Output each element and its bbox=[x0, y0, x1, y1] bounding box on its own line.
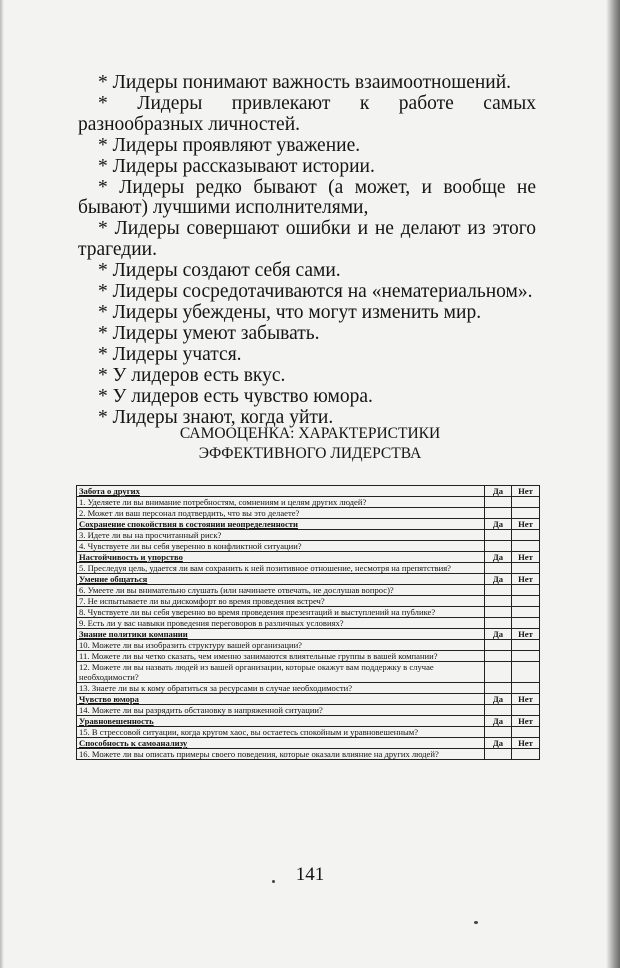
list-item: * Лидеры понимают важность взаимоотношений. bbox=[98, 72, 512, 93]
table-section-row bbox=[77, 486, 540, 497]
table-row bbox=[77, 596, 540, 607]
question-text: 9. Есть ли у вас навыки проведения переговоров в различных условиях? bbox=[77, 618, 485, 629]
scan-speck bbox=[474, 921, 478, 924]
yes-cell bbox=[485, 541, 512, 552]
list-item: * У лидеров есть вкус. bbox=[98, 364, 286, 386]
question-text: 16. Можете ли вы описать примеры своего поведения, которые оказали влияние на других людей? bbox=[77, 749, 485, 760]
section-title: Забота о других bbox=[77, 486, 485, 497]
no-header: Нет bbox=[512, 738, 540, 749]
no-header: Нет bbox=[512, 716, 540, 727]
question-text: 7. Не испытываете ли вы дискомфорт во время проведения встреч? bbox=[77, 596, 485, 607]
question-text: 4. Чувствуете ли вы себя уверенно в конфликтной ситуации? bbox=[77, 541, 485, 552]
no-header: Нет bbox=[512, 694, 540, 705]
section-heading bbox=[120, 424, 500, 464]
no-header: Нет bbox=[512, 552, 540, 563]
no-cell bbox=[512, 705, 540, 716]
question-text: 14. Можете ли вы разрядить обстановку в напряженной ситуации? bbox=[77, 705, 485, 716]
list-item: * Лидеры создают себя сами. bbox=[98, 260, 341, 282]
list-item: * Лидеры убеждены, что могут изменить мир. bbox=[98, 301, 482, 323]
list-item: * Лидеры рассказывают истории. bbox=[98, 155, 375, 177]
table-row bbox=[77, 563, 540, 574]
section-title: Знание политики компании bbox=[77, 629, 485, 640]
no-cell bbox=[512, 585, 540, 596]
table-section-row bbox=[77, 694, 540, 705]
yes-header: Да bbox=[485, 574, 512, 585]
yes-header: Да bbox=[485, 552, 512, 563]
table-row bbox=[77, 607, 540, 618]
question-text: 6. Умеете ли вы внимательно слушать (или начинаете отвечать, не дослушав вопрос)? bbox=[77, 585, 485, 596]
yes-cell bbox=[485, 607, 512, 618]
no-cell bbox=[512, 508, 540, 519]
section-title: Сохранение спокойствия в состоянии неопределенности bbox=[77, 519, 485, 530]
table-row bbox=[77, 618, 540, 629]
table-section-row bbox=[77, 574, 540, 585]
yes-header: Да bbox=[485, 629, 512, 640]
no-cell bbox=[512, 530, 540, 541]
yes-cell bbox=[485, 530, 512, 541]
yes-cell bbox=[485, 585, 512, 596]
yes-header: Да bbox=[485, 738, 512, 749]
yes-cell bbox=[485, 683, 512, 694]
table-row bbox=[77, 705, 540, 716]
table-row bbox=[77, 749, 540, 760]
list-item: * Лидеры привлекают к работе самых разнообразных личностей. bbox=[78, 92, 536, 135]
yes-cell bbox=[485, 497, 512, 508]
no-cell bbox=[512, 727, 540, 738]
no-header: Нет bbox=[512, 574, 540, 585]
list-item: * Лидеры знают, когда уйти. bbox=[98, 406, 334, 428]
question-text: 1. Уделяете ли вы внимание потребностям, сомнениям и целям других людей? bbox=[77, 497, 485, 508]
no-cell bbox=[512, 651, 540, 662]
no-header: Нет bbox=[512, 629, 540, 640]
yes-cell bbox=[485, 662, 512, 683]
table-row bbox=[77, 683, 540, 694]
yes-cell bbox=[485, 727, 512, 738]
question-text: 5. Преследуя цель, удается ли вам сохранить к ней позитивное отношение, несмотря на препятствия? bbox=[77, 563, 485, 574]
no-cell bbox=[512, 662, 540, 683]
yes-header: Да bbox=[485, 486, 512, 497]
list-item: * Лидеры сосредотачиваются на «нематериальном». bbox=[98, 281, 533, 303]
heading-line-2: ЭФФЕКТИВНОГО ЛИДЕРСТВА bbox=[198, 445, 422, 462]
no-header: Нет bbox=[512, 519, 540, 530]
yes-header: Да bbox=[485, 694, 512, 705]
scan-speck bbox=[272, 880, 275, 883]
leader-traits-list bbox=[78, 73, 536, 428]
question-text: 3. Идете ли вы на просчитанный риск? bbox=[77, 530, 485, 541]
table-row bbox=[77, 651, 540, 662]
table-section-row bbox=[77, 716, 540, 727]
table-row bbox=[77, 541, 540, 552]
question-text: 12. Можете ли вы назвать людей из вашей организации, которые окажут вам поддержку в случае необходимости? bbox=[77, 662, 485, 683]
table-row bbox=[77, 497, 540, 508]
question-text: 10. Можете ли вы изобразить структуру вашей организации? bbox=[77, 640, 485, 651]
question-text: 15. В стрессовой ситуации, когда кругом хаос, вы остаетесь спокойным и уравновешенным? bbox=[77, 727, 485, 738]
table-row bbox=[77, 530, 540, 541]
page-left-shadow bbox=[0, 0, 4, 968]
table-row bbox=[77, 662, 540, 683]
no-cell bbox=[512, 596, 540, 607]
table-section-row bbox=[77, 552, 540, 563]
no-cell bbox=[512, 683, 540, 694]
no-cell bbox=[512, 607, 540, 618]
no-cell bbox=[512, 497, 540, 508]
list-item: * Лидеры совершают ошибки и не делают из этого трагедии. bbox=[78, 218, 536, 261]
no-cell bbox=[512, 618, 540, 629]
section-title: Умение общаться bbox=[77, 574, 485, 585]
table-row bbox=[77, 727, 540, 738]
section-title: Чувство юмора bbox=[77, 694, 485, 705]
table-section-row bbox=[77, 738, 540, 749]
list-item: * Лидеры проявляют уважение. bbox=[98, 134, 361, 156]
list-item: * У лидеров есть чувство юмора. bbox=[98, 385, 373, 407]
list-item: * Лидеры редко бывают (а может, и вообще не бывают) лучшими исполнителями, bbox=[78, 176, 536, 219]
table-section-row bbox=[77, 629, 540, 640]
page-number: 141 bbox=[295, 864, 325, 885]
yes-cell bbox=[485, 508, 512, 519]
table-row bbox=[77, 640, 540, 651]
question-text: 13. Знаете ли вы к кому обратиться за ресурсами в случае необходимости? bbox=[77, 683, 485, 694]
no-cell bbox=[512, 640, 540, 651]
yes-cell bbox=[485, 651, 512, 662]
yes-cell bbox=[485, 705, 512, 716]
table-section-row bbox=[77, 519, 540, 530]
heading-line-1: САМООЦЕНКА: ХАРАКТЕРИСТИКИ bbox=[179, 425, 441, 442]
section-title: Настойчивость и упорство bbox=[77, 552, 485, 563]
yes-cell bbox=[485, 596, 512, 607]
question-text: 11. Можете ли вы четко сказать, чем именно занимаются влиятельные группы в вашей компании? bbox=[77, 651, 485, 662]
list-item: * Лидеры учатся. bbox=[98, 343, 242, 365]
no-header: Нет bbox=[512, 486, 540, 497]
no-cell bbox=[512, 541, 540, 552]
section-title: Уравновешенность bbox=[77, 716, 485, 727]
table-row bbox=[77, 508, 540, 519]
section-title: Способность к самоанализу bbox=[77, 738, 485, 749]
table-row bbox=[77, 585, 540, 596]
no-cell bbox=[512, 749, 540, 760]
self-assessment-table bbox=[76, 485, 540, 760]
question-text: 2. Может ли ваш персонал подтвердить, что вы это делаете? bbox=[77, 508, 485, 519]
yes-header: Да bbox=[485, 716, 512, 727]
yes-cell bbox=[485, 563, 512, 574]
yes-cell bbox=[485, 749, 512, 760]
list-item: * Лидеры умеют забывать. bbox=[98, 322, 320, 344]
page-right-edge bbox=[606, 0, 620, 968]
yes-cell bbox=[485, 640, 512, 651]
question-text: 8. Чувствуете ли вы себя уверенно во время проведения презентаций и выступлений на публике? bbox=[77, 607, 485, 618]
yes-header: Да bbox=[485, 519, 512, 530]
yes-cell bbox=[485, 618, 512, 629]
no-cell bbox=[512, 563, 540, 574]
